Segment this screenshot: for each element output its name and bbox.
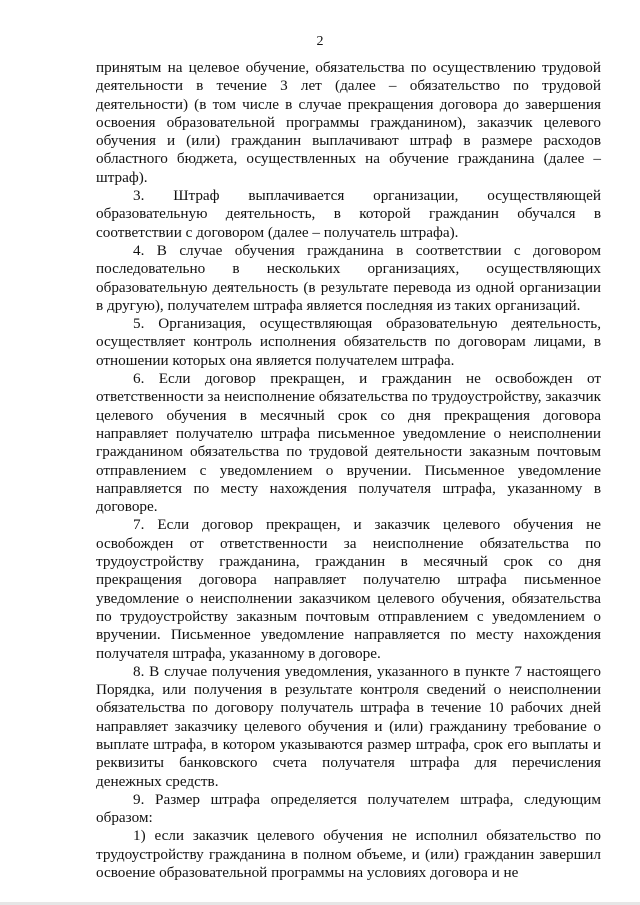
paragraph-9: 9. Размер штрафа определяется получателем штрафа, следующим образом: [96,790,601,827]
paragraph-9-subitem-1: 1) если заказчик целевого обучения не исполнил обязательство по трудоустройству гражданина в полном объеме, и (или) гражданин завершил освоение образовательной программы на условиях договора и не [96,827,601,882]
paragraph-7: 7. Если договор прекращен, и заказчик целевого обучения не освобожден от ответственности за неисполнение обязательства по трудоустройству гражданина, гражданин в месячный срок со дня прекращения договора направляет получателю штрафа письменное уведомление о неисполнении заказчиком целевого обучения, обязательства по трудоустройству заказным почтовым отправлением с уведомлением о вручении. Письменное уведомление направляется по месту нахождения получателя штрафа, указанному в договоре. [96,516,601,662]
paragraph-8: 8. В случае получения уведомления, указанного в пункте 7 настоящего Порядка, или получения в результате контроля сведений о неисполнении обязательства по договору получатель штрафа в течение 10 рабочих дней направляет заказчику целевого обучения и (или) гражданину требование о выплате штрафа, в котором указываются размер штрафа, срок его выплаты и реквизиты банковского счета получателя штрафа для перечисления денежных средств. [96,662,601,790]
paragraph-4: 4. В случае обучения гражданина в соответствии с договором последовательно в нескольких организациях, осуществляющих образовательную деятельность (в результате перевода из одной организации в другую), получателем штрафа является последняя из таких организаций. [96,241,601,314]
page-number: 2 [316,34,324,49]
document-body [96,59,601,882]
paragraph-6: 6. Если договор прекращен, и гражданин не освобожден от ответственности за неисполнение обязательства по трудоустройству, заказчик целевого обучения в месячный срок со дня прекращения договора направляет получателю штрафа письменное уведомление о неисполнении гражданином обязательства по трудовой деятельности заказным почтовым отправлением с уведомлением о вручении. Письменное уведомление направляется по месту нахождения получателя штрафа, указанному в договоре. [96,370,601,516]
paragraph-5: 5. Организация, осуществляющая образовательную деятельность, осуществляет контроль исполнения обязательств по договорам лицами, в отношении которых она является получателем штрафа. [96,315,601,369]
paragraph-3: 3. Штраф выплачивается организации, осуществляющей образовательную деятельность, в которой гражданин обучался в соответствии с договором (далее – получатель штрафа). [96,187,601,241]
paragraph-continuation: принятым на целевое обучение, обязательства по осуществлению трудовой деятельности в течение 3 лет (далее – обязательство по трудовой деятельности) (в том числе в случае прекращения договора до завершения освоения образовательной программы гражданином), заказчик целевого обучения и (или) гражданин выплачивают штраф в размере расходов областного бюджета, осуществленных на обучение гражданина (далее – штраф). [96,59,601,186]
